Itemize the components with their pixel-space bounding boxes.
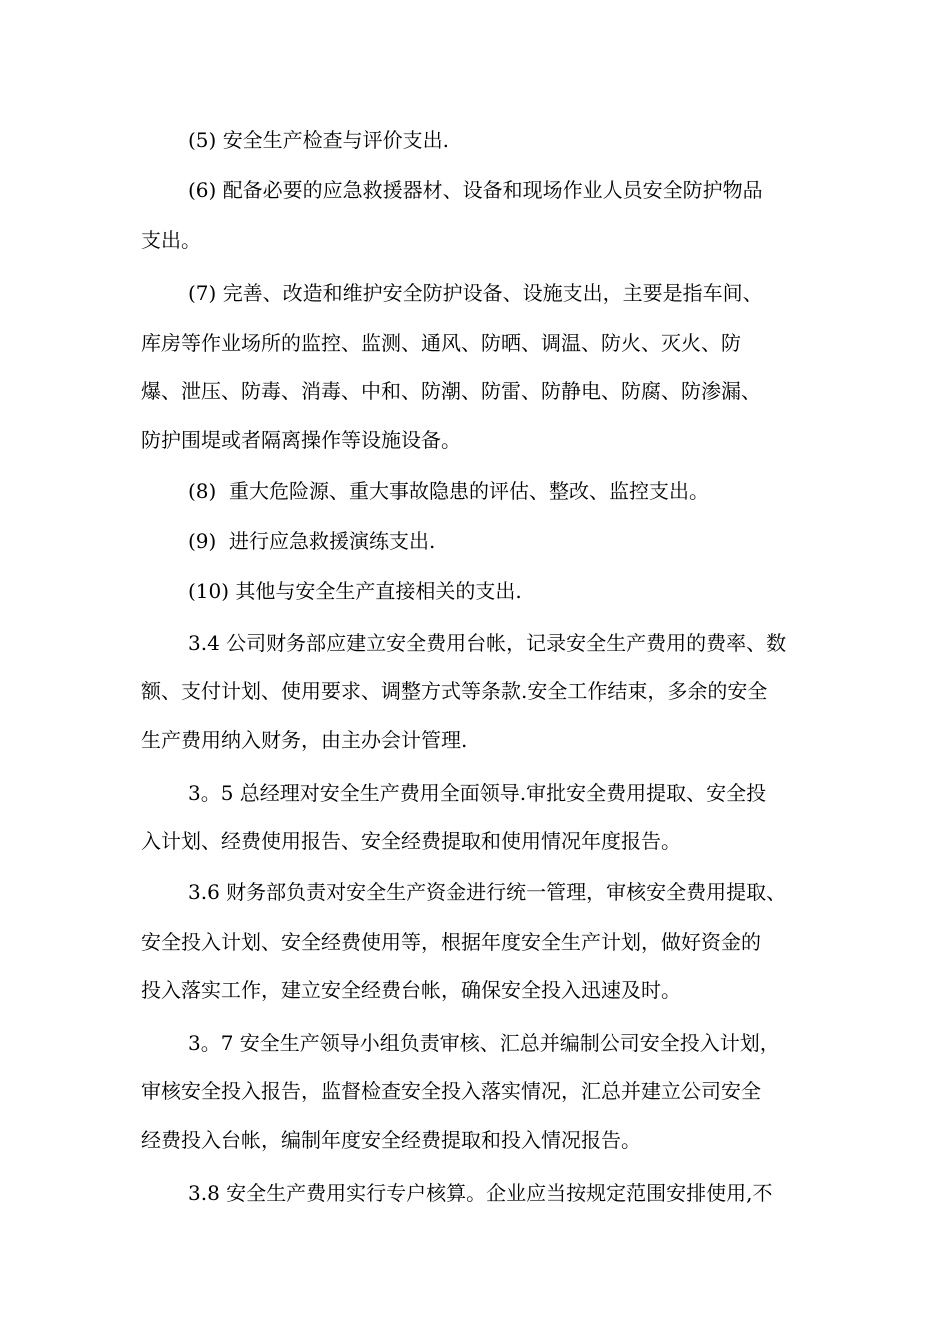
item-8-line: (8) 重大危险源、重大事故隐患的评估、整改、监控支出。 — [188, 479, 710, 503]
section-3-4-line-3: 生产费用纳入财务，由主办会计管理. — [141, 728, 468, 752]
item-7-line-3: 爆、泄压、防毒、消毒、中和、防潮、防雷、防静电、防腐、防渗漏、 — [141, 379, 761, 403]
item-5-line: (5) 安全生产检查与评价支出. — [188, 128, 450, 152]
item-10-line: (10) 其他与安全生产直接相关的支出. — [188, 579, 522, 603]
section-3-6-line-1: 3.6 财务部负责对安全生产资金进行统一管理，审核安全费用提取、 — [188, 880, 787, 904]
item-6-line-2: 支出。 — [141, 228, 201, 252]
section-3-8-line-1: 3.8 安全生产费用实行专户核算。企业应当按规定范围安排使用,不 — [188, 1181, 773, 1205]
item-7-line-4: 防护围堤或者隔离操作等设施设备。 — [141, 428, 461, 452]
section-3-6-line-3: 投入落实工作，建立安全经费台帐，确保安全投入迅速及时。 — [141, 978, 681, 1002]
item-7-line-1: (7) 完善、改造和维护安全防护设备、设施支出，主要是指车间、 — [188, 281, 763, 305]
item-7-line-2: 库房等作业场所的监控、监测、通风、防晒、调温、防火、灭火、防 — [141, 331, 741, 355]
item-9-line: (9) 进行应急救援演练支出. — [188, 529, 436, 553]
section-3-7-line-2: 审核安全投入报告，监督检查安全投入落实情况，汇总并建立公司安全 — [141, 1079, 761, 1103]
item-6-line-1: (6) 配备必要的应急救援器材、设备和现场作业人员安全防护物品 — [188, 178, 763, 202]
section-3-5-line-2: 入计划、经费使用报告、安全经费提取和使用情况年度报告。 — [141, 829, 681, 853]
section-3-7-line-3: 经费投入台帐，编制年度安全经费提取和投入情况报告。 — [141, 1128, 641, 1152]
section-3-4-line-2: 额、支付计划、使用要求、调整方式等条款.安全工作结束，多余的安全 — [141, 679, 768, 703]
section-3-5-line-1: 3。5 总经理对安全生产费用全面领导.审批安全费用提取、安全投 — [188, 781, 767, 805]
section-3-7-line-1: 3。7 安全生产领导小组负责审核、汇总并编制公司安全投入计划， — [188, 1031, 780, 1055]
section-3-6-line-2: 安全投入计划、安全经费使用等，根据年度安全生产计划，做好资金的 — [141, 930, 761, 954]
section-3-4-line-1: 3.4 公司财务部应建立安全费用台帐，记录安全生产费用的费率、数 — [188, 631, 787, 655]
